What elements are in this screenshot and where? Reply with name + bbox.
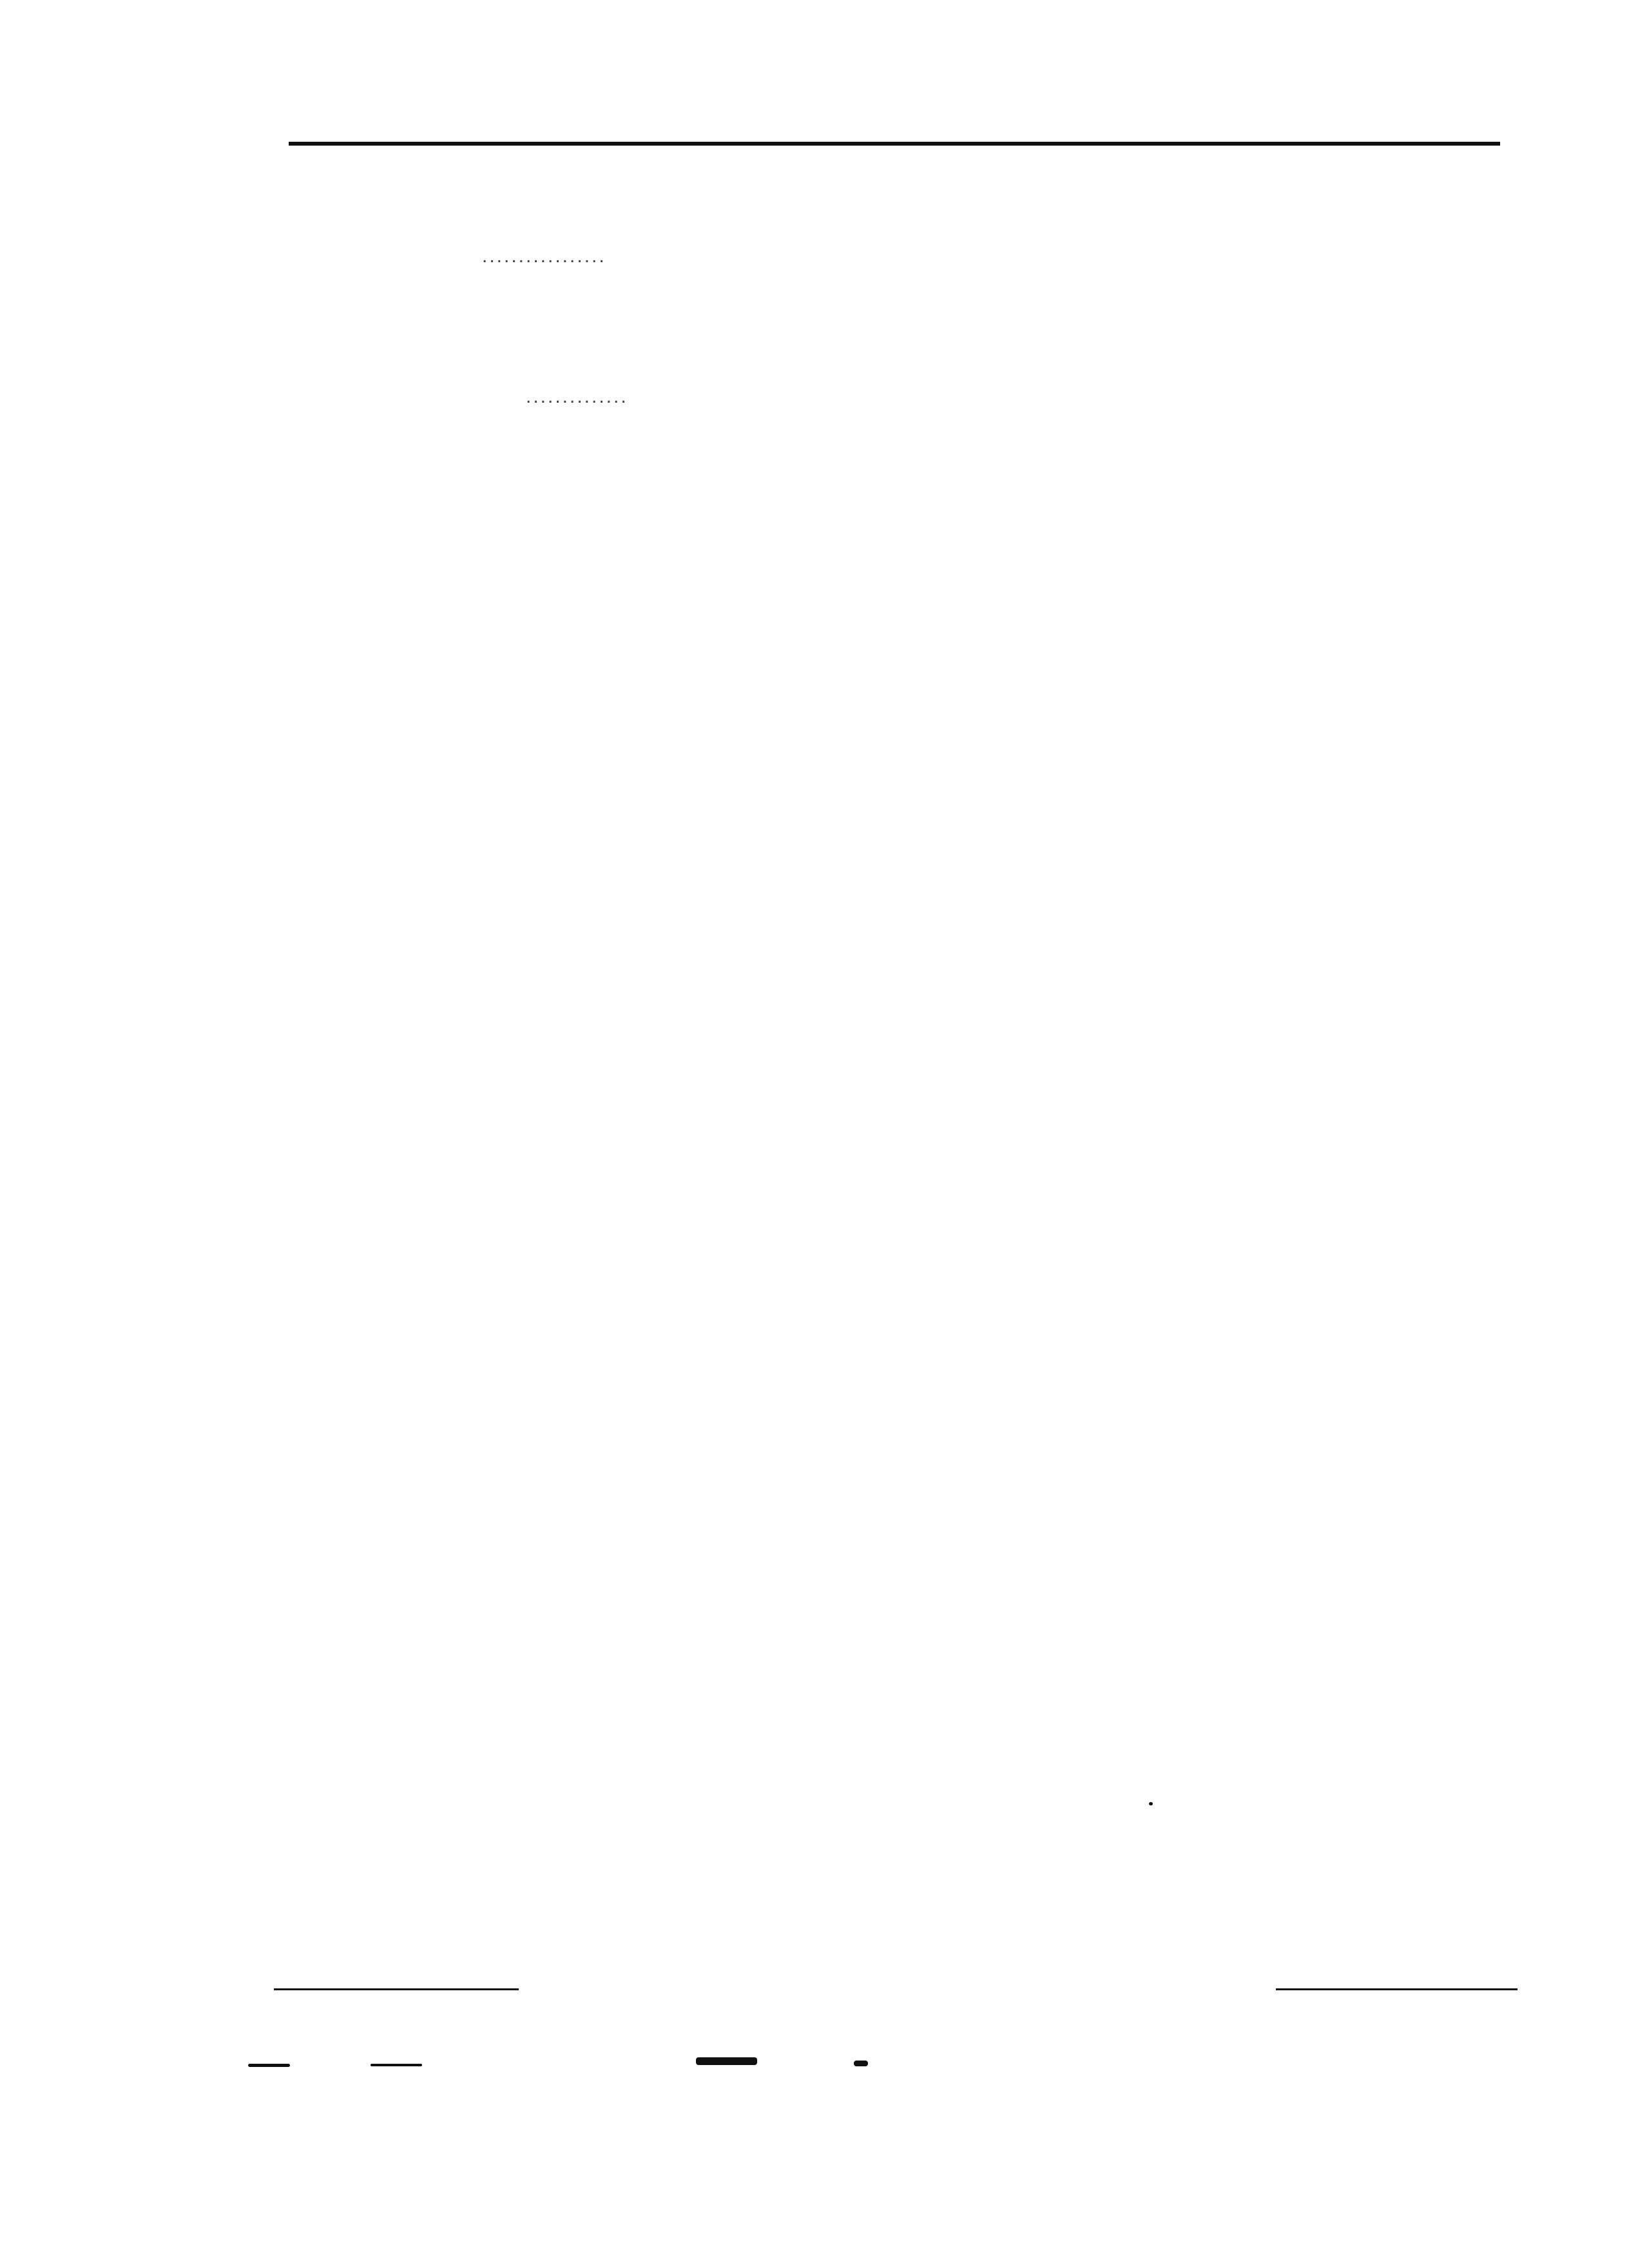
- footer-rule-right: [1276, 1988, 1518, 1990]
- scan-mark: [696, 2057, 757, 2065]
- scan-mark: [248, 2064, 290, 2067]
- header-rule: [289, 142, 1500, 146]
- leader-dots: .................: [482, 245, 606, 267]
- table-row: [0, 385, 1629, 408]
- scan-mark: [854, 2061, 868, 2066]
- footer-rule-left: [274, 1988, 519, 1990]
- table-row: [0, 245, 1629, 268]
- scan-mark: [371, 2064, 422, 2066]
- scan-mark: [1149, 1802, 1153, 1805]
- leader-dots: ..............: [526, 386, 628, 407]
